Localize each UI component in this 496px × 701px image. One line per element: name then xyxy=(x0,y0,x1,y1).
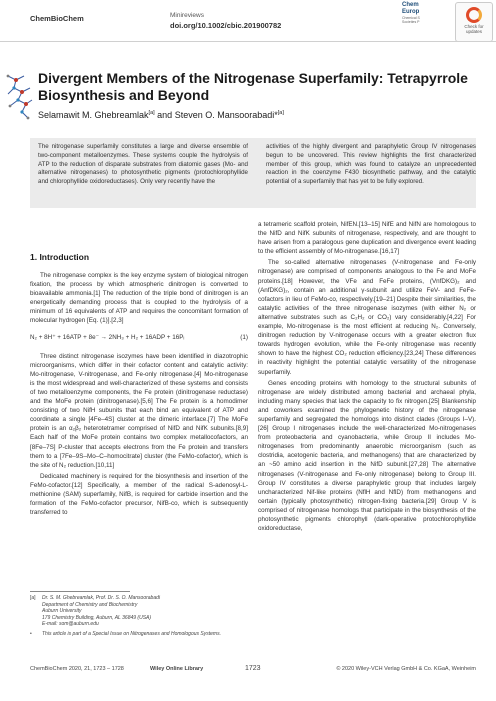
molecule-structure-icon xyxy=(4,70,34,130)
author-1[interactable]: Selamawit M. Ghebreamlak xyxy=(38,110,149,120)
footnote-bullet: • xyxy=(30,630,32,637)
author-2-affiliation: [a] xyxy=(277,110,284,116)
abstract-column-2: activities of the highly divergent and paraphyletic Group IV nitrogenases begun to be uncovered. This review highlights the first characterized member of this group, which was found to catalyze an unprecedented reaction in the coenzyme F430 biosynthetic pathway, and the catalytic potential of a superfamily that has yet to be fully explored. xyxy=(266,143,476,186)
wiley-online-library-link[interactable]: Wiley Online Library xyxy=(150,666,204,672)
author-2[interactable]: and Steven O. Mansoorabadi* xyxy=(154,110,278,120)
footnote-divider xyxy=(30,591,130,592)
publisher-logo-sub: Chemical S Societies P xyxy=(402,16,420,24)
footnotes xyxy=(30,595,248,638)
paragraph: The nitrogenase complex is the key enzyme system of biological nitrogen fixation, the process by which atmospheric dinitrogen is converted to bioavailable ammonia.[1] The reduction of the triple bond of dinitrogen is an energetically demanding process that is coupled to the hydrolysis of a minimum of 16 equivalents of ATP and requires the concomitant formation of molecular hydrogen [Eq. (1)].[2,3] xyxy=(30,272,248,325)
author-list xyxy=(38,110,284,120)
doi-link[interactable]: doi.org/10.1002/cbic.201900782 xyxy=(170,21,282,30)
article-title: Divergent Members of the Nitrogenase Superfamily: Tetrapyrrole Biosynthesis and Beyond xyxy=(38,70,468,103)
equation-number: (1) xyxy=(240,333,248,341)
affiliation-text: Dr. S. M. Ghebreamlak, Prof. Dr. S. O. Mansoorabadi Department of Chemistry and Biochemistry Auburn University 179 Chemistry Building, Auburn, AL 36849 (USA) E-mail: som@auburn.edu xyxy=(42,595,161,628)
section-heading-introduction: 1. Introduction xyxy=(30,252,90,262)
copyright: © 2020 Wiley-VCH Verlag GmbH & Co. KGaA, Weinheim xyxy=(336,666,476,672)
abstract-column-1: The nitrogenase superfamily constitutes a large and diverse ensemble of two-component metalloenzymes. These systems couple the hydrolysis of ATP to the reduction of disparate substrates from diatomic gases (Mo- and alternative nitrogenases) to photosynthetic pigments (protochlorophyllide and chlorophyllide oxidoreductases). Only very recently have the xyxy=(38,143,248,186)
paragraph: Genes encoding proteins with homology to the structural subunits of nitrogenase are widely distributed among bacterial and archaeal phyla, including many species that lack the capacity to fix nitrogen.[25] Blankenship and coworkers examined the phylogenetic history of the nitrogenase superfamily and segregated the homologs into distinct clades (Groups I–V).[26] Group I nitrogenases include the well-characterized Mo-nitrogenases from proteobacteria and cyanobacteria, while Group II includes Mo-nitrogenases from predominantly anaerobic microorganism (such as clostridia, acetogenic bacteria, and methanogens) that are characterized by an ~50 amino acid insertion in the NifD subunit.[27,28] The alternative nitrogenases (V-nitrogenase and Fe-only nitrogenase) belong to Group III. Group IV constitutes a diverse paraphyletic group that includes largely uncharacterized Nif-like proteins (NflH and NflD) from methanogens and certain (typically photosynthetic) nitrogen-fixing bacteria.[29] Group V is comprised of nitrogenase homologs that participate in the biosynthesis of the photosynthetic pigments chlorophyll (dark-operative protochlorophyllide oxidoreductase, xyxy=(258,379,476,533)
header-divider xyxy=(0,41,496,42)
special-issue-footnote xyxy=(30,631,248,638)
body-column-left xyxy=(30,220,248,519)
paragraph: a tetrameric scaffold protein, NifEN.[13–15] NifE and NifN are homologous to the NifD and NifK subunits of nitrogenase, respectively, and are thought to have arisen from a paralogous gene duplication and divergence event leading to the efficient assembly of Mo-nitrogenase.[16,17] xyxy=(258,221,476,256)
paragraph: Three distinct nitrogenase isozymes have been identified in diazotrophic microorganisms, which differ in their cofactor content and catalytic activity: Mo-nitrogenase, V-nitrogenase, and Fe-only nitrogenase.[4] Mo-nitrogenase is the most widespread and well-characterized of these systems and consists of two metalloenzyme components, the Fe protein (dinitrogenase reductase) and the MoFe protein (dinitrogenase).[5,6] The Fe protein is a homodimer consisting of two NifH subunits that each bind an equivalent of ATP and coordinate a single [4Fe–4S] cluster at the dimeric interface.[7] The MoFe protein is an α₂β₂ heterotetramer comprised of NifD and NifK subunits.[8,9] Each half of the MoFe protein contains two complex metallocofactors, an [8Fe–7S] P-cluster that accepts electrons from the Fe protein and transfers them to a [7Fe–9S–Mo–C–homocitrate] cluster (the FeMo-cofactor), which is the site of N₂ reduction.[10,11] xyxy=(30,352,248,469)
paragraph: The so-called alternative nitrogenases (V-nitrogenase and Fe-only nitrogenase) are comprised of components analogous to the Fe and MoFe proteins.[18] However, the VFe and FeFe proteins, (VnfDKG)₂ and (AnfDKG)₂, contain an additional γ-subunit and utilize FeV- and FeFe-cofactors in lieu of FeMo-co, respectively.[19–21] Despite their similarities, the catalytic activities of the three nitrogenase isozymes (with either N₂ or alternative substrates such as C₂H₂ or CO₂) vary considerably.[4,22] For example, Mo-nitrogenase is the most efficient at reducing N₂. Conversely, dinitrogen reduction by V-nitrogenase occurs with a greater electron flux towards hydrogen evolution, while the Fe-only nitrogenase was recently shown to have the highest CO₂ reduction efficiency.[23,24] These differences in reactivity highlight the potential catalytic versatility of the nitrogenase superfamily. xyxy=(258,259,476,376)
equation-1 xyxy=(30,334,248,344)
publisher-logo-line-2: Europ xyxy=(402,9,420,15)
check-updates-label: Check for updates xyxy=(464,24,484,34)
page-number: 1723 xyxy=(245,665,261,672)
check-for-updates-button[interactable] xyxy=(455,2,493,42)
paragraph: Dedicated machinery is required for the biosynthesis and insertion of the FeMo-cofactor.[12] Specifically, a member of the radical S-adenosyl-L-methionine (SAM) superfamily, NifB, is required for carbide insertion and the formation of the FeMo-cofactor precursor, NifB-co, which is subsequently transferred to xyxy=(30,472,248,517)
affiliation-footnote xyxy=(30,595,248,628)
footnote-label: [a] xyxy=(30,595,36,601)
journal-name[interactable]: ChemBioChem xyxy=(30,14,84,23)
author-1-affiliation: [a] xyxy=(148,110,155,116)
body-column-right xyxy=(258,220,476,535)
equation-text: N₂ + 8H⁺ + 16ATP + 8e⁻ → 2NH₃ + H₂ + 16ADP + 16Pᵢ xyxy=(30,333,185,341)
article-section-tag: Minireviews xyxy=(170,12,204,19)
check-updates-icon xyxy=(466,7,482,23)
footer-citation: ChemBioChem 2020, 21, 1723 – 1728 xyxy=(30,666,124,672)
special-issue-text[interactable]: This article is part of a Special Issue on Nitrogenases and Homologous Systems. xyxy=(42,630,221,637)
publisher-logo-line-1: Chem xyxy=(402,2,419,8)
page-footer xyxy=(30,666,476,676)
page-header xyxy=(0,0,496,40)
abstract-box xyxy=(30,138,476,208)
